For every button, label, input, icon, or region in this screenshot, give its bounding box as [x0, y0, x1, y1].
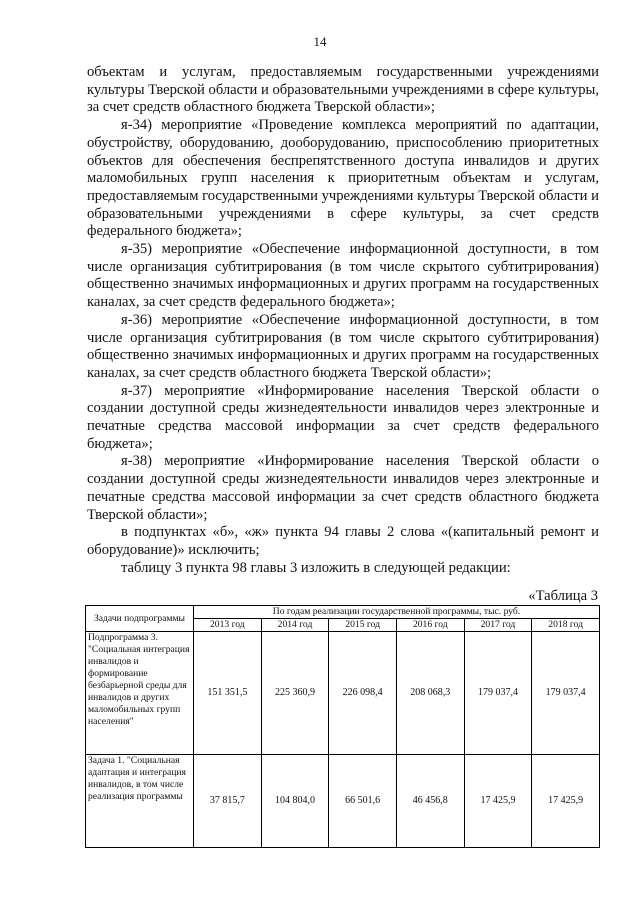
paragraph: я-38) мероприятие «Информирование населения Тверской области о создании доступной среды жизнедеятельности инвалидов через электронные и печатные средства массовой информации за счет средств областного бюджета Тверской области»; — [87, 453, 599, 523]
value-cell: 179 037,4 — [464, 632, 532, 755]
header-year: 2018 год — [532, 619, 600, 632]
value-cell: 17 425,9 — [464, 755, 532, 848]
table-row — [86, 632, 600, 755]
value-cell: 46 456,8 — [396, 755, 464, 848]
header-task: Задачи подпрограммы — [86, 606, 194, 632]
value-cell: 66 501,6 — [329, 755, 397, 848]
value-cell: 225 360,9 — [261, 632, 329, 755]
header-year: 2013 год — [194, 619, 262, 632]
value-cell: 37 815,7 — [194, 755, 262, 848]
task-cell: Задача 1. "Социальная адаптация и интеграция инвалидов, в том числе реализация программы — [86, 755, 194, 848]
budget-table — [85, 605, 600, 848]
header-year: 2014 год — [261, 619, 329, 632]
value-cell: 208 068,3 — [396, 632, 464, 755]
value-cell: 17 425,9 — [532, 755, 600, 848]
paragraph: в подпунктах «б», «ж» пункта 94 главы 2 слова «(капитальный ремонт и оборудование)» исключить; — [87, 524, 599, 558]
value-cell: 179 037,4 — [532, 632, 600, 755]
header-year: 2016 год — [396, 619, 464, 632]
value-cell: 151 351,5 — [194, 632, 262, 755]
header-group: По годам реализации государственной программы, тыс. руб. — [194, 606, 600, 619]
paragraph: объектам и услугам, предоставляемым государственными учреждениями культуры Тверской области и образовательными учреждениями в сфере культуры, за счет средств областного бюджета Тверской области»; — [87, 64, 599, 116]
task-cell: Подпрограмма 3. "Социальная интеграция инвалидов и формирование безбарьерной среды для инвалидов и других маломобильных групп населения" — [86, 632, 194, 755]
body-text — [87, 64, 599, 577]
table-row — [86, 755, 600, 848]
paragraph: я-35) мероприятие «Обеспечение информационной доступности, в том числе организация субтитрирования (в том числе скрытого субтитрирования) общественно значимых информационных и других программ на государственных каналах, за счет средств федерального бюджета»; — [87, 241, 599, 311]
paragraph: я-34) мероприятие «Проведение комплекса мероприятий по адаптации, обустройству, оборудованию, дооборудованию, приспособлению приоритетных объектов для обеспечения беспрепятственного доступа инвалидов и других маломобильных групп населения к приоритетным объектам и услугам, предоставляемым государственными учреждениями культуры Тверской области и образовательными учреждениями в сфере культуры, за счет средств федерального бюджета»; — [87, 117, 599, 240]
paragraph: я-36) мероприятие «Обеспечение информационной доступности, в том числе организация субтитрирования (в том числе скрытого субтитрирования) общественно значимых информационных и других программ на государственных каналах, за счет средств областного бюджета Тверской области»; — [87, 311, 599, 381]
paragraph: я-37) мероприятие «Информирование населения Тверской области о создании доступной среды жизнедеятельности инвалидов через электронные и печатные средства массовой информации за счет средств федерального бюджета»; — [87, 382, 599, 452]
header-year: 2017 год — [464, 619, 532, 632]
value-cell: 226 098,4 — [329, 632, 397, 755]
page-number: 14 — [313, 34, 327, 49]
paragraph: таблицу 3 пункта 98 главы 3 изложить в следующей редакции: — [121, 559, 511, 576]
value-cell: 104 804,0 — [261, 755, 329, 848]
table-header-row — [86, 606, 600, 619]
table-caption: «Таблица 3 — [528, 588, 598, 604]
header-year: 2015 год — [329, 619, 397, 632]
